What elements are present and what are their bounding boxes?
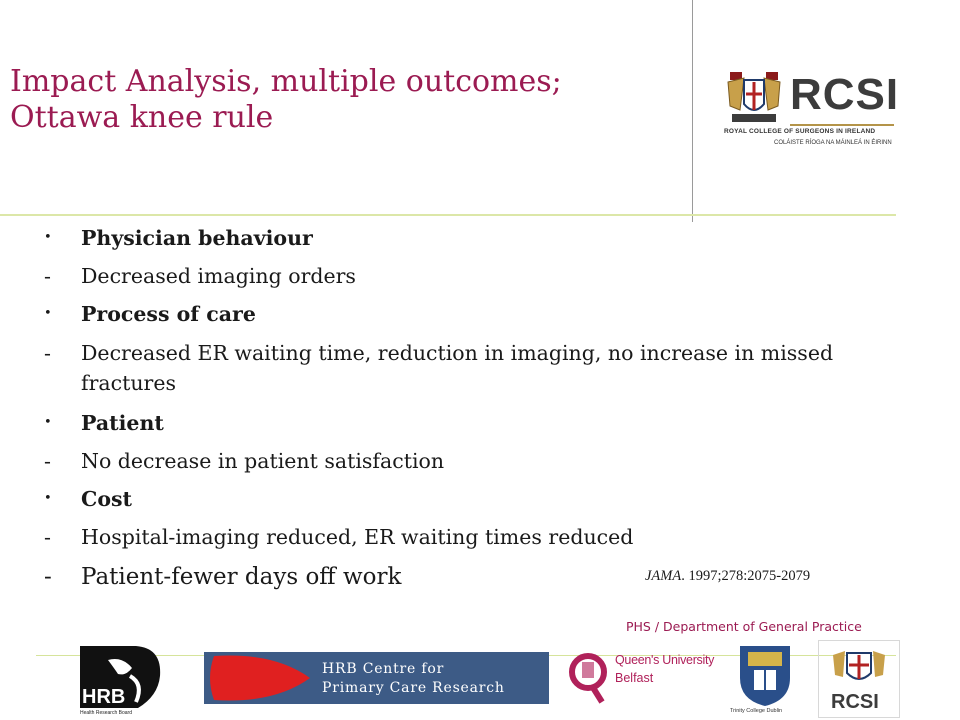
dash-marker: - bbox=[44, 264, 51, 288]
list-item-text: fractures bbox=[81, 371, 176, 395]
rcsi-letters: RCSI bbox=[790, 70, 900, 119]
hrb-logo bbox=[78, 646, 164, 716]
dash-marker: - bbox=[44, 341, 51, 365]
hrb-centre-line2: Primary Care Research bbox=[322, 680, 505, 696]
list-item-text: Decreased imaging orders bbox=[81, 264, 356, 288]
dash-marker: - bbox=[44, 564, 52, 590]
bullet-marker: • bbox=[44, 491, 52, 506]
tcd-caption: Trinity College Dublin bbox=[730, 708, 783, 714]
footer-department: PHS / Department of General Practice bbox=[626, 619, 862, 634]
rcsi-english-name: ROYAL COLLEGE OF SURGEONS IN IRELAND bbox=[724, 128, 876, 135]
citation-details: . 1997;278:2075-2079 bbox=[681, 568, 811, 584]
rcsi-irish-name: COLÁISTE RÍOGA NA MÁINLEÁ IN ÉIRINN bbox=[774, 140, 892, 146]
hrb-centre-line1: HRB Centre for bbox=[322, 661, 445, 677]
slide-title-line1: Impact Analysis, multiple outcomes; bbox=[10, 64, 562, 99]
slide-title-line2: Ottawa knee rule bbox=[10, 100, 274, 135]
hrb-fullname: Health Research Board bbox=[80, 710, 132, 716]
queens-q-icon bbox=[568, 648, 612, 706]
list-item-text: Cost bbox=[81, 487, 132, 511]
queens-city: Belfast bbox=[615, 671, 654, 685]
rcsi-small-letters: RCSI bbox=[831, 691, 879, 713]
citation bbox=[645, 568, 810, 585]
list-item-text: Hospital-imaging reduced, ER waiting times reduced bbox=[81, 525, 634, 549]
hrb-centre-banner bbox=[204, 652, 549, 704]
hrb-centre-shape-icon bbox=[204, 652, 314, 704]
list-item-text: Physician behaviour bbox=[81, 226, 313, 250]
rcsi-small-logo bbox=[818, 640, 900, 718]
bullet-marker: • bbox=[44, 415, 52, 430]
list-item-text: Decreased ER waiting time, reduction in imaging, no increase in missed bbox=[81, 341, 834, 365]
bullet-marker: • bbox=[44, 306, 52, 321]
queens-name: Queen's University bbox=[615, 653, 715, 667]
list-item-text: Patient-fewer days off work bbox=[81, 564, 402, 590]
queens-university-logo bbox=[568, 648, 718, 708]
list-item-text: No decrease in patient satisfaction bbox=[81, 449, 445, 473]
citation-journal: JAMA bbox=[645, 568, 682, 584]
dash-marker: - bbox=[44, 449, 51, 473]
hrb-mark-icon bbox=[78, 646, 164, 712]
bullet-marker: • bbox=[44, 230, 52, 245]
dash-marker: - bbox=[44, 525, 51, 549]
trinity-college-logo bbox=[724, 642, 806, 718]
hrb-letters: HRB bbox=[82, 686, 126, 708]
list-item-text: Process of care bbox=[81, 302, 256, 326]
list-item-text: Patient bbox=[81, 411, 164, 435]
rcsi-small-crest-icon bbox=[829, 645, 889, 689]
tcd-crest-icon bbox=[724, 642, 806, 708]
